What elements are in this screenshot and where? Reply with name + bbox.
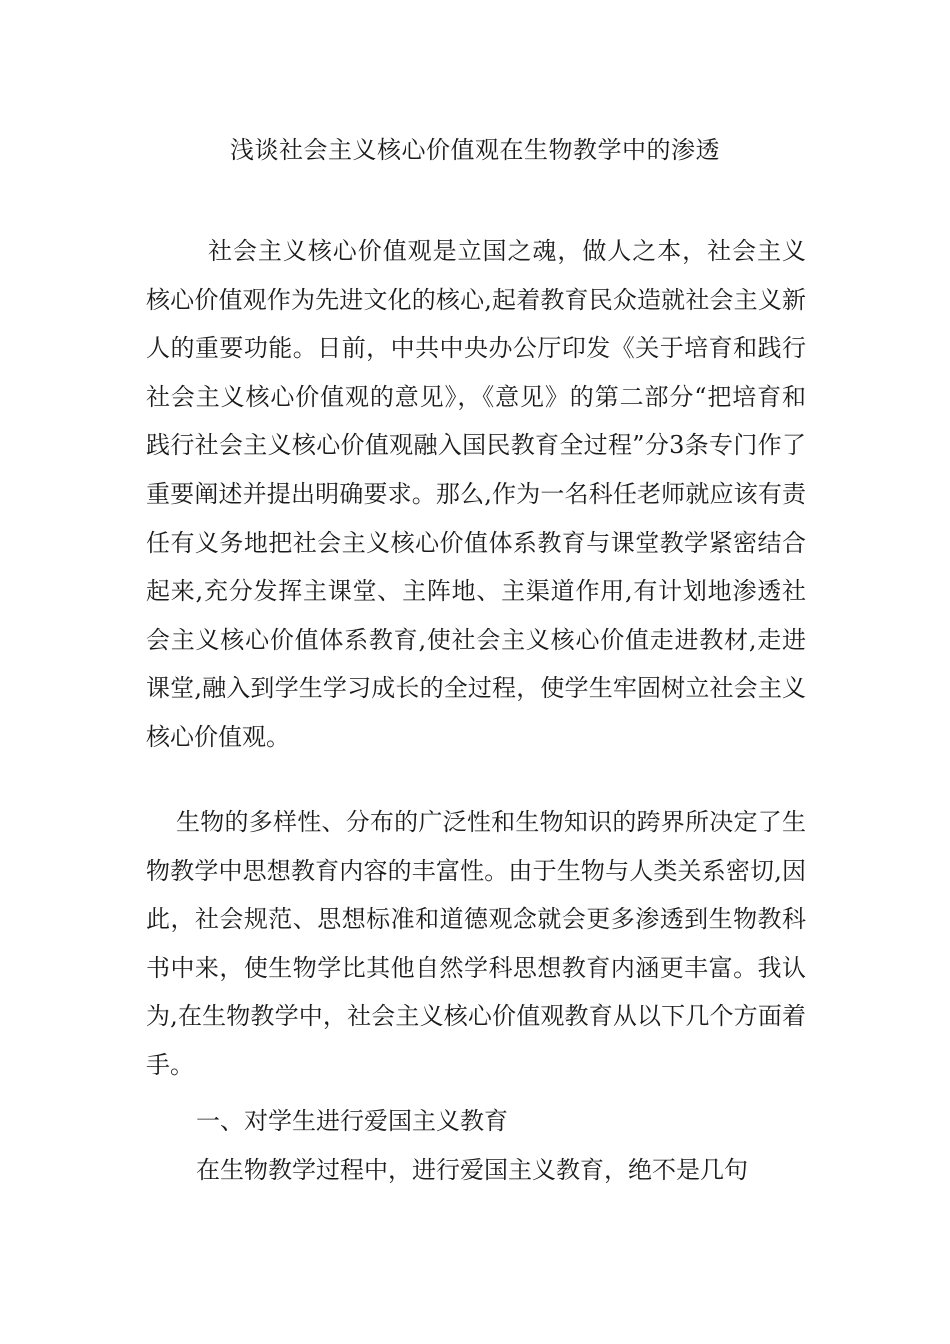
document-title: 浅谈社会主义核心价值观在生物教学中的渗透	[230, 136, 720, 164]
paragraph-biology-diversity: 生物的多样性、分布的广泛性和生物知识的跨界所决定了生物教学中思想教育内容的丰富性。由于生物与人类关系密切,因此，社会规范、思想标准和道德观念就会更多渗透到生物教科书中来，使生物学比其他自然学科思想教育内涵更丰富。我认为,在生物教学中，社会主义核心价值观教育从以下几个方面着手。	[146, 808, 806, 1079]
paragraph-intro: 社会主义核心价值观是立国之魂，做人之本，社会主义核心价值观作为先进文化的核心,起着教育民众造就社会主义新人的重要功能。日前，中共中央办公厅印发《关于培育和践行社会主义核心价值观的意见》，《意见》的第二部分“把培育和践行社会主义核心价值观融入国民教育全过程”分3条专门作了重要阐述并提出明确要求。那么,作为一名科任老师就应该有责任有义务地把社会主义核心价值体系教育与课堂教学紧密结合起来,充分发挥主课堂、主阵地、主渠道作用,有计划地渗透社会主义核心价值体系教育,使社会主义核心价值走进教材,走进课堂,融入到学生学习成长的全过程，使学生牢固树立社会主义核心价值观。	[146, 237, 806, 751]
section-heading-patriotism: 一、对学生进行爱国主义教育	[196, 1107, 508, 1135]
paragraph-patriotism: 在生物教学过程中，进行爱国主义教育，绝不是几句	[196, 1156, 748, 1184]
